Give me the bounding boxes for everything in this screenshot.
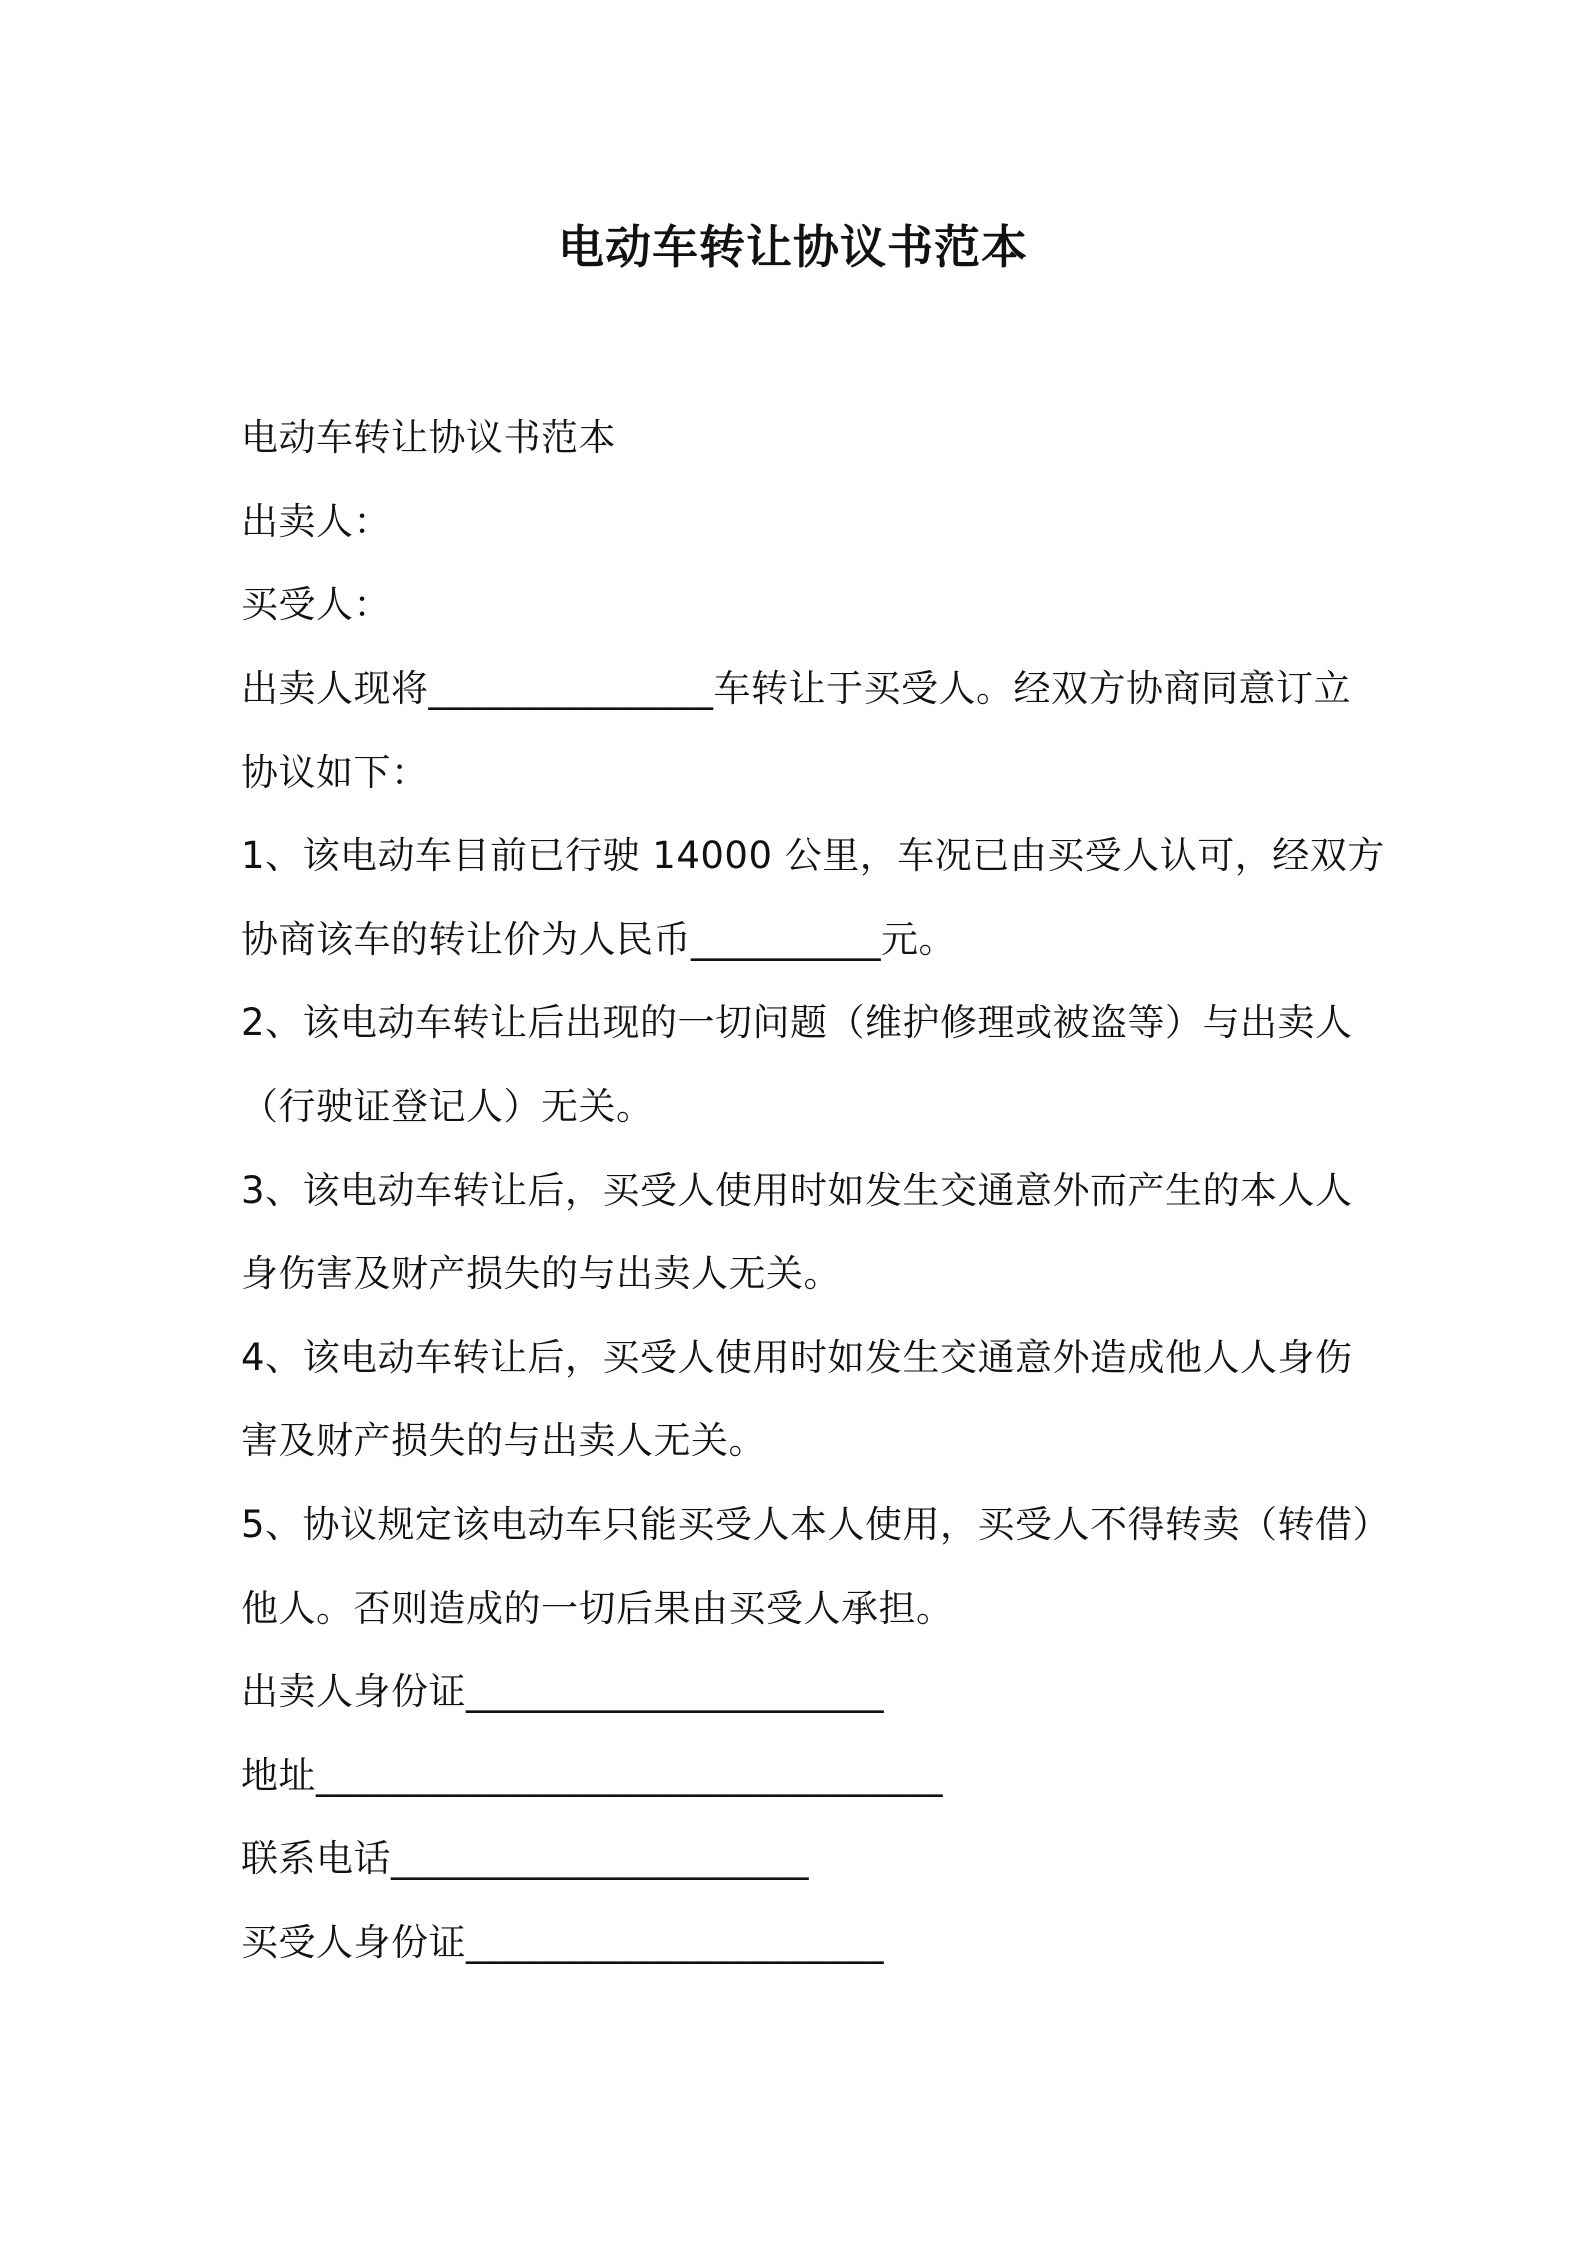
text-line: 害及财产损失的与出卖人无关。	[241, 1419, 766, 1462]
seller-id-line: 出卖人身份证______________________	[241, 1670, 884, 1713]
text-line: 4、该电动车转让后，买受人使用时如发生交通意外造成他人人身伤	[241, 1336, 1353, 1379]
text-line: 1、该电动车目前已行驶 14000 公里，车况已由买受人认可，经双方	[241, 834, 1385, 877]
buyer-id-line: 买受人身份证______________________	[241, 1921, 884, 1964]
text-line: 2、该电动车转让后出现的一切问题（维护修理或被盗等）与出卖人	[241, 1001, 1353, 1044]
document-title: 电动车转让协议书范本	[558, 220, 1028, 274]
text-line: （行驶证登记人）无关。	[241, 1085, 654, 1128]
text-line: 协议如下：	[241, 751, 429, 794]
address-line: 地址_________________________________	[241, 1754, 943, 1797]
text-line: 5、协议规定该电动车只能买受人本人使用，买受人不得转卖（转借）	[241, 1503, 1391, 1546]
text-line: 身伤害及财产损失的与出卖人无关。	[241, 1252, 841, 1295]
phone-line: 联系电话______________________	[241, 1837, 809, 1880]
text-line: 出卖人：	[241, 500, 391, 543]
text-line: 3、该电动车转让后，买受人使用时如发生交通意外而产生的本人人	[241, 1169, 1353, 1212]
text-line: 电动车转让协议书范本	[241, 416, 616, 459]
text-line: 出卖人现将_______________车转让于买受人。经双方协商同意订立	[241, 667, 1351, 710]
text-line: 协商该车的转让价为人民币__________元。	[241, 918, 956, 961]
text-line: 他人。否则造成的一切后果由买受人承担。	[241, 1587, 954, 1630]
text-line: 买受人：	[241, 583, 391, 626]
